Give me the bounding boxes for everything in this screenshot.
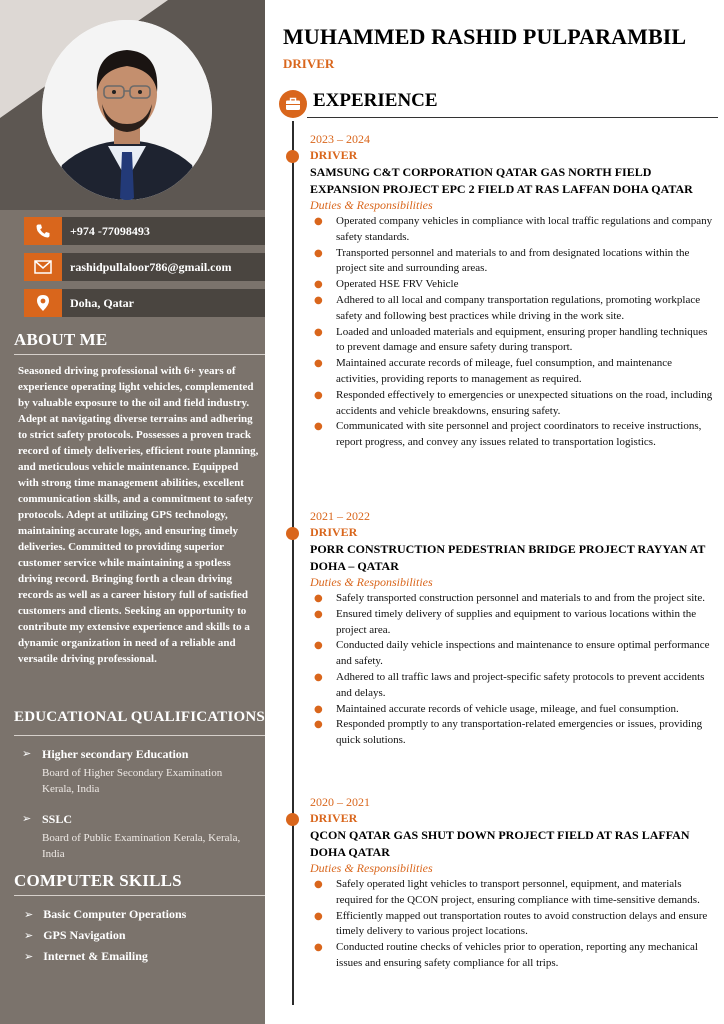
duty-text: Maintained accurate records of vehicle usage, mileage, and fuel consumption. bbox=[336, 702, 679, 715]
job-entry bbox=[310, 794, 715, 972]
duty-text: Ensured timely delivery of supplies and equipment to various locations within the project area. bbox=[336, 607, 697, 636]
duty-text: Loaded and unloaded materials and equipment, ensuring proper handling techniques to prevent damage and ensure safety during transport. bbox=[336, 325, 708, 354]
duty-text: Operated company vehicles in compliance with local traffic regulations and company safety standards. bbox=[336, 215, 713, 243]
duty-item bbox=[310, 670, 715, 702]
duty-item bbox=[310, 419, 715, 451]
duty-item bbox=[310, 940, 715, 972]
duty-item bbox=[310, 717, 715, 749]
profile-photo-illustration bbox=[42, 20, 212, 200]
duty-text: Conducted daily vehicle inspections and maintenance to ensure optimal performance and safety. bbox=[336, 639, 710, 668]
education-title: SSLC bbox=[42, 812, 73, 826]
duty-item bbox=[310, 702, 715, 718]
duties-list bbox=[310, 214, 715, 451]
arrow-bullet-icon: ➢ bbox=[24, 908, 34, 921]
arrow-bullet-icon: ➢ bbox=[24, 950, 34, 963]
bullet-icon: ● bbox=[314, 421, 323, 433]
job-dates: 2023 – 2024 bbox=[310, 132, 370, 146]
duties-label: Duties & Responsibilities bbox=[310, 575, 433, 589]
contact-phone[interactable]: +974 -77098493 bbox=[70, 224, 150, 238]
arrow-bullet-icon: ➢ bbox=[24, 929, 34, 942]
bullet-icon: ● bbox=[314, 879, 323, 890]
skill-label: Basic Computer Operations bbox=[43, 907, 187, 921]
arrow-bullet-icon: ➢ bbox=[22, 812, 32, 825]
job-company: PORR CONSTRUCTION PEDESTRIAN BRIDGE PROJECT RAYYAN AT DOHA – QATAR bbox=[310, 542, 706, 573]
mail-icon bbox=[24, 253, 62, 281]
skill-label: GPS Navigation bbox=[43, 928, 126, 942]
timeline-dot bbox=[286, 150, 299, 163]
duty-text: Safely transported construction personnel and materials to and from the project site. bbox=[336, 592, 705, 604]
bullet-icon: ● bbox=[314, 703, 323, 715]
profile-photo bbox=[42, 20, 212, 200]
bullet-icon: ● bbox=[314, 593, 323, 604]
contact-location-row bbox=[24, 289, 265, 317]
duty-text: Conducted routine checks of vehicles prior to operation, reporting any mechanical issues and ensuring safety compliance for all trips. bbox=[336, 941, 698, 969]
candidate-name: MUHAMMED RASHID PULPARAMBIL bbox=[283, 24, 687, 49]
duties-label: Duties & Responsibilities bbox=[310, 198, 433, 212]
contact-phone-row bbox=[24, 217, 265, 245]
duty-item bbox=[310, 246, 715, 278]
duty-item bbox=[310, 607, 715, 639]
education-title: Higher secondary Education bbox=[42, 747, 189, 761]
duty-text: Responded promptly to any transportation-related emergencies or issues, providing quick solutions. bbox=[336, 718, 703, 747]
duty-item bbox=[310, 325, 715, 357]
job-company: QCON QATAR GAS SHUT DOWN PROJECT FIELD AT RAS LAFFAN DOHA QATAR bbox=[310, 828, 690, 859]
contact-location: Doha, Qatar bbox=[70, 296, 134, 310]
duty-text: Adhered to all traffic laws and project-specific safety protocols to prevent accidents and delays. bbox=[336, 670, 705, 699]
skill-item bbox=[24, 907, 186, 922]
duty-item bbox=[310, 277, 715, 293]
education-details: Board of Public Examination Kerala, Kerala, India bbox=[42, 832, 241, 860]
experience-heading: EXPERIENCE bbox=[313, 90, 438, 111]
education-divider bbox=[14, 735, 265, 736]
bullet-icon: ● bbox=[314, 358, 323, 370]
duty-text: Maintained accurate records of mileage, fuel consumption, and maintenance activities, providing reports to management as required. bbox=[336, 357, 672, 385]
job-role: DRIVER bbox=[310, 525, 358, 539]
sidebar bbox=[0, 0, 265, 1024]
bullet-icon: ● bbox=[314, 389, 323, 401]
experience-divider bbox=[307, 117, 718, 118]
about-text: Seasoned driving professional with 6+ years of experience operating light vehicles, complemented by valuable exposure to the oil and field industry. Adept at navigating diverse terrains and adhering to strict safety protocols. Possesses a proven track record of timely deliveries, efficient route planning, and meticulous vehicle maintenance. Equipped with strong time management abilities, excellent communication skills, and a commitment to safety protocols. Adept at utilizing GPS technology, maintaining accurate logs, and ensuring timely deliveries. Committed to providing superior customer service while maintaining a spotless driving record. Bringing forth a clean driving records as well as a career history full of satisfied customers and clients. Seeking an opportunity to contribute my extensive experience and skills to a dynamic organization in need of a reliable and versatile driving professional. bbox=[18, 365, 259, 665]
contact-email[interactable]: rashidpullaloor786@gmail.com bbox=[70, 260, 232, 274]
timeline-dot bbox=[286, 527, 299, 540]
duty-text: Responded effectively to emergencies or unexpected situations on the road, including accidents and vehicle breakdowns, ensuring safety. bbox=[336, 388, 713, 417]
about-heading: ABOUT ME bbox=[14, 330, 108, 349]
duty-text: Operated HSE FRV Vehicle bbox=[336, 278, 459, 291]
duty-item bbox=[310, 638, 715, 670]
skill-item bbox=[24, 928, 126, 943]
timeline-line bbox=[292, 121, 294, 1005]
arrow-bullet-icon: ➢ bbox=[22, 747, 32, 760]
duty-text: Communicated with site personnel and project coordinators to receive instructions, report progress, and convey any issues related to transportation logistics. bbox=[336, 420, 702, 449]
bullet-icon: ● bbox=[314, 671, 323, 683]
education-details: Board of Higher Secondary Examination Kerala, India bbox=[42, 767, 223, 795]
duties-list bbox=[310, 591, 715, 749]
duty-text: Adhered to all local and company transportation regulations, promoting workplace safety and following best practices while driving in the work site. bbox=[336, 293, 701, 322]
skills-heading: COMPUTER SKILLS bbox=[14, 871, 182, 890]
duty-item bbox=[310, 388, 715, 420]
timeline-dot bbox=[286, 813, 299, 826]
duties-list bbox=[310, 877, 715, 972]
duty-text: Transported personnel and materials to and from designated locations within the project site and surrounding areas. bbox=[336, 246, 690, 275]
bullet-icon: ● bbox=[314, 216, 323, 227]
about-divider bbox=[14, 354, 265, 355]
duties-label: Duties & Responsibilities bbox=[310, 861, 433, 875]
skills-divider bbox=[14, 895, 265, 896]
duty-item bbox=[310, 356, 715, 388]
bullet-icon: ● bbox=[314, 719, 323, 731]
job-dates: 2021 – 2022 bbox=[310, 509, 370, 523]
duty-item bbox=[310, 909, 715, 941]
job-entry bbox=[310, 508, 715, 749]
duty-item bbox=[310, 214, 715, 246]
phone-icon bbox=[24, 217, 62, 245]
duty-text: Safely operated light vehicles to transport personnel, equipment, and materials required for the QCON project, ensuring compliance with time-sensitive demands. bbox=[336, 878, 700, 906]
bullet-icon: ● bbox=[314, 910, 323, 922]
job-entry bbox=[310, 131, 715, 451]
briefcase-icon bbox=[279, 90, 307, 118]
location-pin-icon bbox=[24, 289, 62, 317]
job-role: DRIVER bbox=[310, 148, 358, 162]
skill-label: Internet & Emailing bbox=[43, 949, 148, 963]
job-role: DRIVER bbox=[310, 811, 358, 825]
duty-item bbox=[310, 877, 715, 909]
job-company: SAMSUNG C&T CORPORATION QATAR GAS NORTH FIELD EXPANSION PROJECT EPC 2 FIELD AT RAS LAFFAN DOHA QATAR bbox=[310, 165, 693, 196]
bullet-icon: ● bbox=[314, 294, 323, 306]
candidate-role: DRIVER bbox=[283, 56, 335, 71]
bullet-icon: ● bbox=[314, 942, 323, 954]
education-heading: EDUCATIONAL QUALIFICATIONS bbox=[14, 709, 265, 725]
duty-text: Efficiently mapped out transportation routes to avoid construction delays and ensure timely delivery to various project locations. bbox=[336, 909, 708, 938]
duty-item bbox=[310, 591, 715, 607]
contact-email-row bbox=[24, 253, 265, 281]
bullet-icon: ● bbox=[314, 326, 323, 338]
bullet-icon: ● bbox=[314, 247, 323, 259]
bullet-icon: ● bbox=[314, 608, 323, 620]
duty-item bbox=[310, 293, 715, 325]
bullet-icon: ● bbox=[314, 640, 323, 652]
bullet-icon: ● bbox=[314, 279, 323, 291]
skill-item bbox=[24, 949, 148, 964]
job-dates: 2020 – 2021 bbox=[310, 795, 370, 809]
